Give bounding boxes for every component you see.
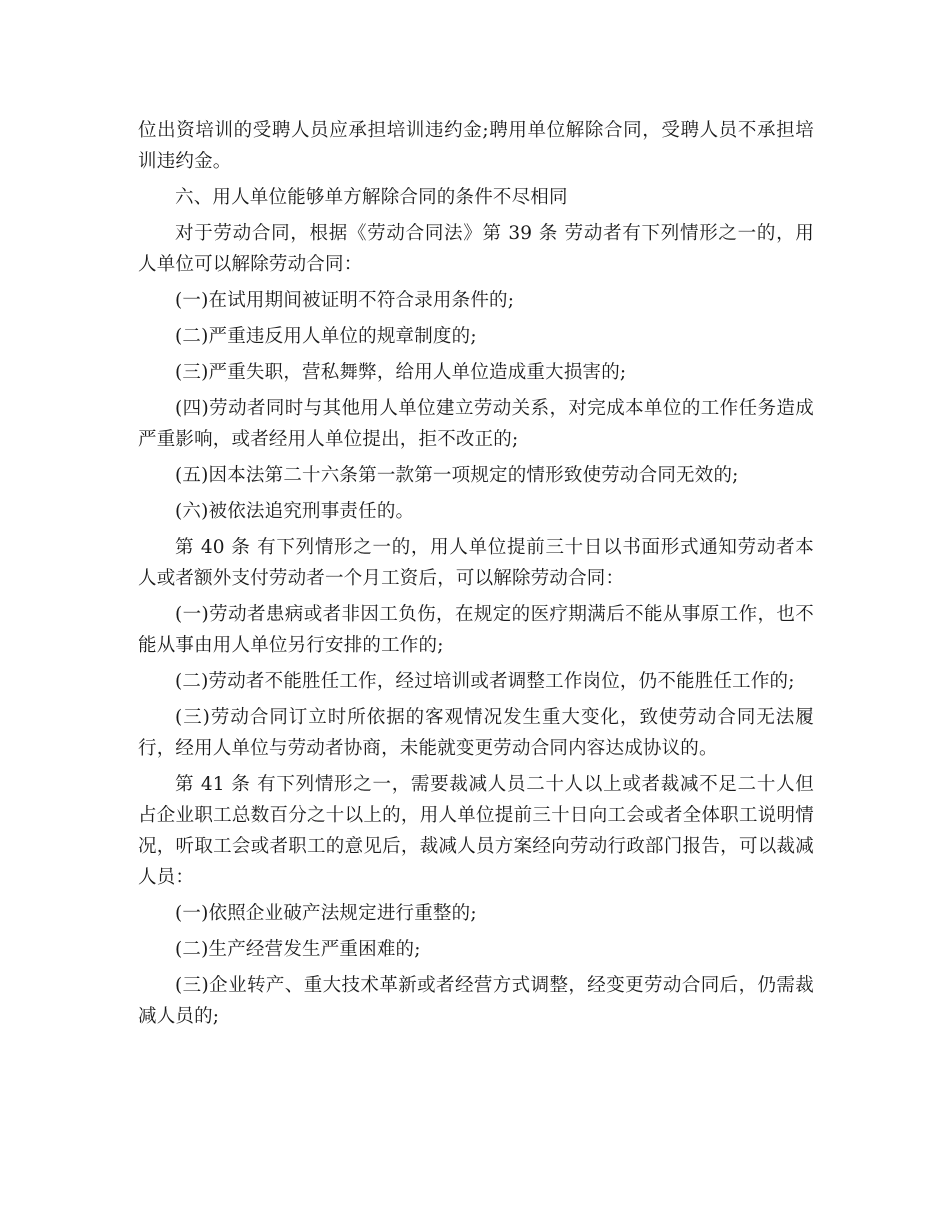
- article-39-item: (一)在试用期间被证明不符合录用条件的;: [175, 290, 515, 311]
- article-41-item: (一)依照企业破产法规定进行重整的;: [175, 903, 477, 924]
- article-39-item: (四)劳动者同时与其他用人单位建立劳动关系，对完成本单位的工作任务造成严重影响，或者经用人单位提出，拒不改正的;: [138, 398, 814, 450]
- article-39-item: (五)因本法第二十六条第一款第一项规定的情形致使劳动合同无效的;: [175, 465, 739, 486]
- article-40-intro: 第 40 条 有下列情形之一的，用人单位提前三十日以书面形式通知劳动者本人或者额外支付劳动者一个月工资后，可以解除劳动合同：: [138, 537, 814, 589]
- article-39-item: (三)严重失职，营私舞弊，给用人单位造成重大损害的;: [175, 362, 627, 383]
- article-40-item: (三)劳动合同订立时所依据的客观情况发生重大变化，致使劳动合同无法履行，经用人单位与劳动者协商，未能就变更劳动合同内容达成协议的。: [138, 707, 814, 759]
- section-heading: 六、用人单位能够单方解除合同的条件不尽相同: [175, 187, 568, 208]
- article-39-item: (六)被依法追究刑事责任的。: [175, 501, 415, 522]
- article-39-intro: 对于劳动合同，根据《劳动合同法》第 39 条 劳动者有下列情形之一的，用人单位可以解除劳动合同：: [138, 223, 814, 275]
- article-39-item: (二)严重违反用人单位的规章制度的;: [175, 326, 477, 347]
- article-41-item: (二)生产经营发生严重困难的;: [175, 939, 421, 960]
- article-41-intro: 第 41 条 有下列情形之一，需要裁减人员二十人以上或者裁减不足二十人但占企业职工总数百分之十以上的，用人单位提前三十日向工会或者全体职工说明情况，听取工会或者职工的意见后，裁减人员方案经向劳动行政部门报告，可以裁减人员：: [138, 774, 814, 888]
- article-41-item: (三)企业转产、重大技术革新或者经营方式调整，经变更劳动合同后，仍需裁减人员的;: [138, 975, 814, 1027]
- article-40-item: (二)劳动者不能胜任工作，经过培训或者调整工作岗位，仍不能胜任工作的;: [175, 671, 795, 692]
- article-40-item: (一)劳动者患病或者非因工负伤，在规定的医疗期满后不能从事原工作，也不能从事由用人单位另行安排的工作的;: [138, 604, 814, 656]
- document-body: [138, 115, 814, 1037]
- paragraph-continuation: 位出资培训的受聘人员应承担培训违约金;聘用单位解除合同，受聘人员不承担培训违约金。: [138, 120, 814, 172]
